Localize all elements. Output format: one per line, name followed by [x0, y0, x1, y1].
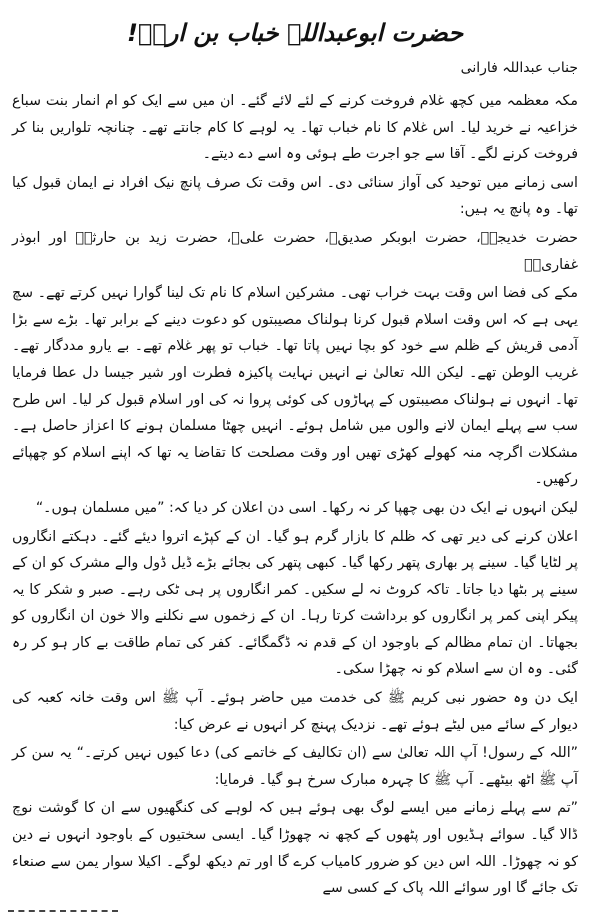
article-title: حضرت ابوعبداللہ خباب بن ارتؓ!: [126, 19, 464, 47]
paragraph: اعلان کرنے کی دیر تھی کہ ظلم کا بازار گرم ہو گیا۔ ان کے کپڑے اتروا دیئے گئے۔ دہکتے انگاروں پر لٹایا گیا۔ سینے پر بھاری پتھر رکھا گیا۔ کبھی پتھر کی بجائے بڑے ڈیل ڈول والے مشرک کو ان کے سینے پر بٹھا دیا جاتا۔ تاکہ کروٹ نہ لے سکیں۔ کمر انگاروں پر ہی ٹکی رہے۔ صبر و شکر کا یہ پیکر اپنی کمر پر انگاروں کو برداشت کرتا رہا۔ ان کے زخموں سے نکلنے والا خون ان انگاروں کو بجھاتا۔ ان تمام مظالم کے باوجود ان کے قدم نہ ڈگمگائے۔ کفر کی تمام طاقت بے کار ہو کر رہ گئی۔ وہ ان سے اسلام کو نہ چھڑا سکی۔: [12, 528, 578, 678]
footer-divider: [8, 910, 118, 912]
paragraph: لیکن انہوں نے ایک دن بھی چھپا کر نہ رکھا۔ اسی دن اعلان کر دیا کہ: ”میں مسلمان ہوں۔“: [35, 499, 578, 516]
paragraph: ایک دن وہ حضور نبی کریم ﷺ کی خدمت میں حاضر ہوئے۔ آپ ﷺ اس وقت خانہ کعبہ کی دیوار کے سائے میں لیٹے ہوئے تھے۔ نزدیک پہنچ کر انہوں نے عرض کیا:: [12, 690, 578, 733]
paragraph: مکے کی فضا اس وقت بہت خراب تھی۔ مشرکین اسلام کا نام تک لینا گوارا نہیں کرتے تھے۔ سچ یہی ہے کہ اس وقت اسلام قبول کرنا ہولناک مصیبتوں کو دعوت دینے کے برابر تھا۔ بڑے سے بڑا آدمی قریش کے ظلم سے خود کو بچا نہیں پاتا تھا۔ خباب تو پھر غلام تھے۔ بے یارو مددگار تھے۔ غریب الوطن تھے۔ لیکن اللہ تعالیٰ نے انہیں نہایت پاکیزہ فطرت اور شیر جیسا دل عطا فرمایا تھا۔ انہوں نے ہولناک مصیبتوں کے پہاڑوں کی کوئی پروا نہ کی اور اسلام قبول کر لیا۔ اس طرح سب سے پہلے ایمان لانے والوں میں شامل ہوئے۔ انہیں چھٹا مسلمان ہونے کا اعزاز حاصل ہے۔ مشکلات اگرچہ منہ کھولے کھڑی تھیں اور وقت مصلحت کا تقاضا یہ تھا کہ اپنے اسلام کو چھپائے رکھیں۔: [12, 285, 578, 488]
paragraph: اسی زمانے میں توحید کی آواز سنائی دی۔ اس وقت تک صرف پانچ نیک افراد نے ایمان قبول کیا تھا۔ وہ پانچ یہ ہیں:: [12, 174, 578, 218]
paragraph: مکہ معظمہ میں کچھ غلام فروخت کرنے کے لئے لائے گئے۔ ان میں سے ایک کو ام انمار بنت سباع خزاعیہ نے خرید لیا۔ اس غلام کا نام خباب تھا۔ یہ لوہے کا کام جانتے تھے۔ چنانچہ تلواریں بنا کر فروخت کرنے لگے۔ آقا سے جو اجرت طے ہوئی وہ اسے دے دیتے۔: [12, 93, 578, 163]
paragraph: ”اللہ کے رسول! آپ اللہ تعالیٰ سے (ان تکالیف کے خاتمے کی) دعا کیوں نہیں کرتے۔“ یہ سن کر آپ ﷺ اٹھ بیٹھے۔ آپ ﷺ کا چہرہ مبارک سرخ ہو گیا۔ فرمایا:: [12, 745, 578, 788]
paragraph: ”تم سے پہلے زمانے میں ایسے لوگ بھی ہوئے ہیں کہ لوہے کی کنگھیوں سے ان کا گوشت نوچ ڈالا گیا۔ سوائے ہڈیوں اور پٹھوں کے کچھ نہ چھوڑا گیا۔ ایسی سختیوں کے باوجود انہوں نے دین کو نہ چھوڑا۔ اللہ اس دین کو ضرور کامیاب کرے گا اور تم دیکھ لوگے۔ اکیلا سوار یمن سے صنعاء تک جائے گا اور سوائے اللہ پاک کے کسی سے: [12, 800, 578, 897]
paragraph: حضرت خدیجہؓ، حضرت ابوبکر صدیقؓ، حضرت علیؓ، حضرت زید بن حارثہؓ اور ابوذر غفاریؓ۔: [12, 229, 578, 273]
author-name: جناب عبداللہ فارانی: [460, 60, 578, 76]
